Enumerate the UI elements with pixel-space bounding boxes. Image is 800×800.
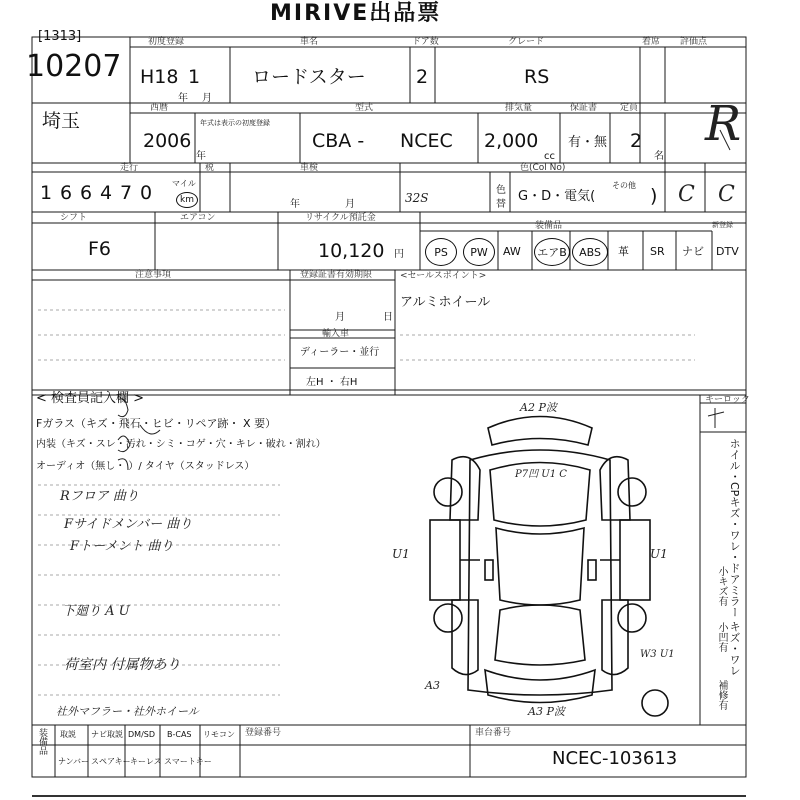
header-equipment: 装備品	[535, 221, 563, 231]
header-grade: グレード	[508, 37, 545, 47]
diagram-label-left: U1	[392, 547, 410, 561]
header-model: 型式	[355, 103, 374, 113]
header-mileage: 走行	[120, 163, 139, 173]
mileage-digit: 6	[59, 182, 73, 204]
header-first-reg: 初度登録	[148, 37, 185, 47]
mileage-digit: 7	[119, 182, 133, 204]
lot-code: [1313]	[38, 29, 82, 44]
bottom-label: スマートキー	[164, 757, 212, 766]
header-doors: ドア数	[412, 37, 439, 47]
model-value: NCEC	[400, 130, 453, 152]
equipment-abs: ABS	[572, 238, 608, 266]
header-rating: 評価点	[680, 37, 708, 47]
first-reg-year-unit: 年	[178, 93, 188, 104]
inspection-year: 年	[290, 199, 300, 210]
mileage-digit: 0	[139, 182, 153, 204]
color-options: G・D・電気(	[518, 189, 596, 204]
header-bottom-reg: 登録番号	[245, 728, 282, 738]
header-shift: シフト	[60, 213, 88, 223]
reg-expiry-day: 日	[383, 312, 393, 323]
header-unregistered: 新登録	[712, 221, 733, 229]
first-reg-era: H18	[140, 66, 179, 88]
mileage-unit-mile: マイル	[172, 179, 196, 188]
form-title: MIRIVE出品票	[270, 1, 442, 26]
header-capacity: 定員	[620, 103, 639, 113]
equipment-navi: ナビ	[682, 245, 704, 258]
first-reg-month: 1	[188, 66, 201, 88]
bottom-side-label: 装備品	[37, 728, 47, 755]
bottom-label: スペアキー	[91, 757, 131, 766]
header-color: 色(Col No)	[520, 163, 566, 173]
inspector-line-glass: Fガラス（キズ・飛石・ヒビ・リペア跡・ X 要）	[36, 417, 277, 430]
header-sales-point: <セールスポイント>	[400, 271, 487, 281]
bottom-label: DM/SD	[128, 730, 155, 739]
side-notes: ホイル・CPキズ・ワレ・ドアミラー キズ・ワレ	[728, 438, 742, 676]
bottom-label: キーレス	[130, 757, 162, 766]
cc-unit: cc	[544, 151, 555, 162]
chassis-value: NCEC-103613	[552, 748, 678, 769]
color-close: )	[650, 185, 658, 207]
header-recycle: リサイクル預託金	[305, 213, 376, 223]
equipment-leather: 革	[618, 245, 629, 258]
mileage-digit: 4	[99, 182, 113, 204]
warranty-value: 有・無	[568, 135, 608, 150]
doors-value: 2	[416, 66, 429, 88]
inspector-line-interior: 内装（キズ・スレ・汚れ・シミ・コゲ・穴・キレ・破れ・割れ）	[36, 439, 326, 450]
inspector-note: Fトーメント 曲り	[70, 539, 174, 554]
reg-expiry-month: 月	[335, 312, 345, 323]
year-note: 年式は表示の初度登録	[200, 119, 270, 127]
inspector-note: 下廻り A U	[62, 604, 130, 619]
header-car-name: 車名	[300, 37, 319, 47]
car-diagram	[430, 417, 668, 717]
side-note-small-2: 小凹有	[716, 622, 727, 652]
capacity-value: 2	[630, 130, 643, 152]
color-handwritten: 32S	[405, 191, 429, 205]
header-inspection: 車検	[300, 163, 319, 173]
year-value: 2006	[143, 130, 192, 152]
diagram-label-rear: A3 P波	[528, 705, 565, 718]
color-other: その他	[612, 181, 636, 190]
inspector-note: Rフロア 曲り	[60, 489, 139, 504]
inspector-line-audio: オーディオ（無し・ ）/ タイヤ（スタッドレス）	[36, 461, 255, 472]
bottom-label: ナビ取説	[91, 730, 123, 739]
interior-grade: C	[678, 182, 695, 207]
header-inspector: < 検査員記入欄 >	[36, 391, 145, 406]
shift-value: F6	[88, 238, 112, 260]
equipment-aw: AW	[503, 245, 521, 258]
recycle-value: 10,120	[318, 240, 385, 262]
inspector-note: 社外マフラー・社外ホイール	[56, 705, 199, 718]
mileage-digit: 1	[39, 182, 53, 204]
side-note-small-1: 小キズ有	[716, 566, 727, 606]
inspector-note: Fサイドメンバー 曲り	[64, 517, 193, 532]
diagram-label-front: A2 P波	[520, 401, 557, 414]
mileage-unit-km: km	[176, 192, 198, 208]
inspector-note: 荷室内 付属物あり	[64, 657, 181, 673]
diagram-label-rear-right: W3 U1	[640, 649, 675, 660]
year-unit: 年	[196, 151, 206, 162]
bottom-label: 取説	[60, 730, 76, 739]
equipment-pw: PW	[463, 238, 495, 266]
header-seating: 着席	[642, 37, 661, 47]
bottom-label: ナンバー	[58, 757, 90, 766]
diagram-label-roof: P7凹 U1 C	[515, 469, 567, 480]
header-keys: キーロック	[705, 395, 750, 405]
model-prefix: CBA -	[312, 130, 365, 152]
recycle-unit: 円	[394, 249, 404, 260]
bottom-label: B-CAS	[167, 730, 192, 739]
header-import: 輸入車	[322, 329, 350, 339]
header-chassis: 車台番号	[475, 728, 512, 738]
side-note-small-3: 補修有	[716, 680, 727, 710]
displacement-value: 2,000	[484, 130, 539, 152]
diagram-label-right: U1	[650, 547, 668, 561]
header-reg-expiry: 登録証書有効期限	[300, 270, 373, 280]
equipment-dtv: DTV	[716, 245, 739, 258]
rating-value: R	[705, 96, 742, 152]
import-hand: 左H ・ 右H	[306, 377, 358, 388]
color-change-label: 替	[496, 199, 506, 210]
header-tax: 税	[205, 163, 215, 173]
exterior-grade: C	[718, 182, 735, 207]
car-name: ロードスター	[252, 66, 366, 88]
import-dealer: ディーラー・並行	[300, 347, 380, 358]
header-aircon: エアコン	[180, 213, 216, 223]
mileage-digits	[36, 182, 156, 204]
color-label: 色	[496, 185, 506, 196]
first-reg-month-unit: 月	[202, 93, 212, 104]
sales-point-value: アルミホイール	[400, 295, 491, 310]
bottom-label: リモコン	[203, 730, 235, 739]
equipment-ps: PS	[425, 238, 457, 266]
header-warranty: 保証書	[570, 103, 598, 113]
header-notes: 注意事項	[135, 270, 172, 280]
inspection-month: 月	[345, 199, 355, 210]
header-displacement: 排気量	[505, 103, 533, 113]
equipment-airbag: エアB	[534, 238, 570, 266]
diagram-label-rear-left: A3	[425, 679, 440, 692]
lot-number: 10207	[26, 49, 122, 84]
bottom-rule	[32, 795, 746, 797]
equipment-sr: SR	[650, 245, 665, 258]
grade-value: RS	[524, 66, 550, 88]
prefecture: 埼玉	[42, 110, 81, 132]
capacity-unit: 名	[654, 151, 664, 162]
mileage-digit: 6	[79, 182, 93, 204]
header-year: 西暦	[150, 103, 169, 113]
